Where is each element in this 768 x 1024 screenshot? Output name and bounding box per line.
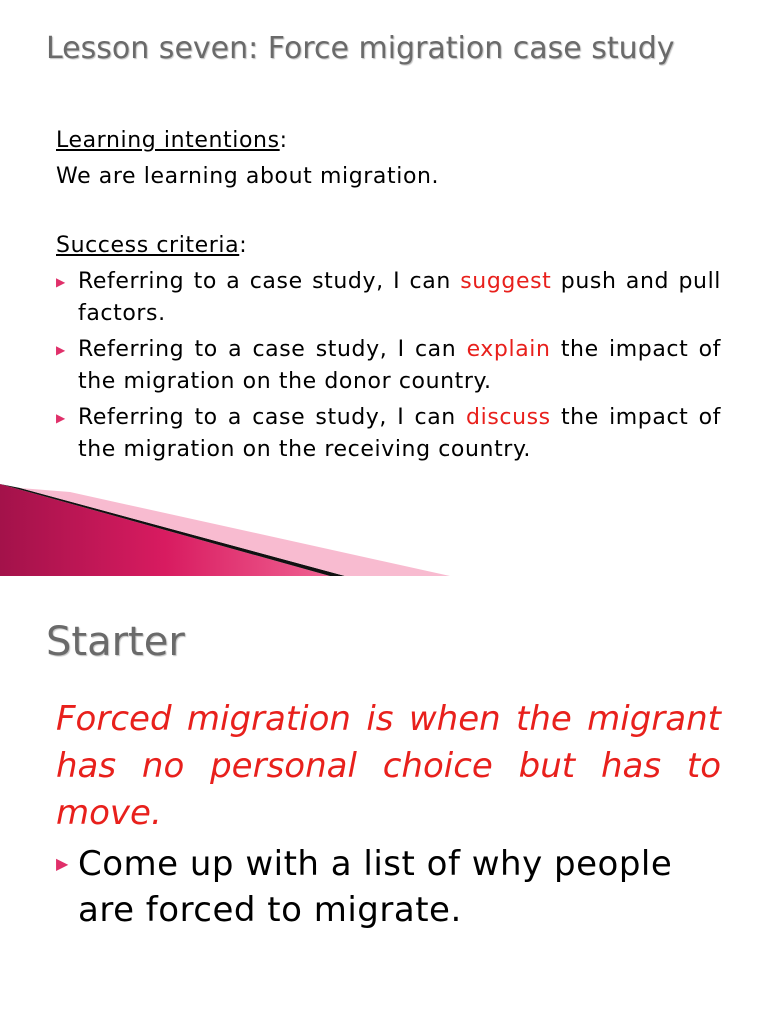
success-criteria-label: Success criteria	[56, 233, 240, 258]
slide-body	[56, 696, 721, 933]
decorative-band	[0, 484, 768, 576]
slide-body	[56, 125, 721, 470]
criteria-item	[56, 334, 721, 398]
task-item	[56, 841, 721, 933]
criteria-item	[56, 402, 721, 466]
slide-starter	[0, 576, 768, 1024]
criteria-keyword: discuss	[466, 405, 551, 430]
learning-intentions-colon: :	[279, 128, 288, 153]
triangle-right-icon: ▶	[56, 854, 69, 873]
criteria-text: Referring to a case study, I can	[78, 269, 461, 294]
learning-intentions-label: Learning intentions	[56, 128, 280, 153]
criteria-item	[56, 266, 721, 330]
criteria-text: the impact of the migration on the receiving country.	[78, 405, 721, 462]
slide-title: Lesson seven: Force migration case study	[46, 31, 675, 66]
learning-intentions-heading	[56, 125, 721, 161]
success-criteria-heading	[56, 230, 721, 266]
slide-title: Starter	[46, 619, 185, 665]
task-text: Come up with a list of why people are forced to migrate.	[78, 844, 673, 930]
definition-text: Forced migration is when the migrant has no personal choice but has to move.	[56, 699, 721, 833]
criteria-text: Referring to a case study, I can	[78, 337, 467, 362]
triangle-right-icon: ▶	[56, 343, 66, 357]
criteria-text: push and pull factors.	[78, 269, 721, 326]
triangle-right-icon: ▶	[56, 275, 66, 289]
criteria-keyword: explain	[466, 337, 551, 362]
success-criteria-list	[56, 266, 721, 466]
criteria-keyword: suggest	[460, 269, 552, 294]
criteria-text: Referring to a case study, I can	[78, 405, 467, 430]
success-criteria-colon: :	[239, 233, 248, 258]
triangle-right-icon: ▶	[56, 411, 66, 425]
criteria-text: the impact of the migration on the donor country.	[78, 337, 722, 394]
learning-intentions-text: We are learning about migration.	[56, 164, 440, 189]
